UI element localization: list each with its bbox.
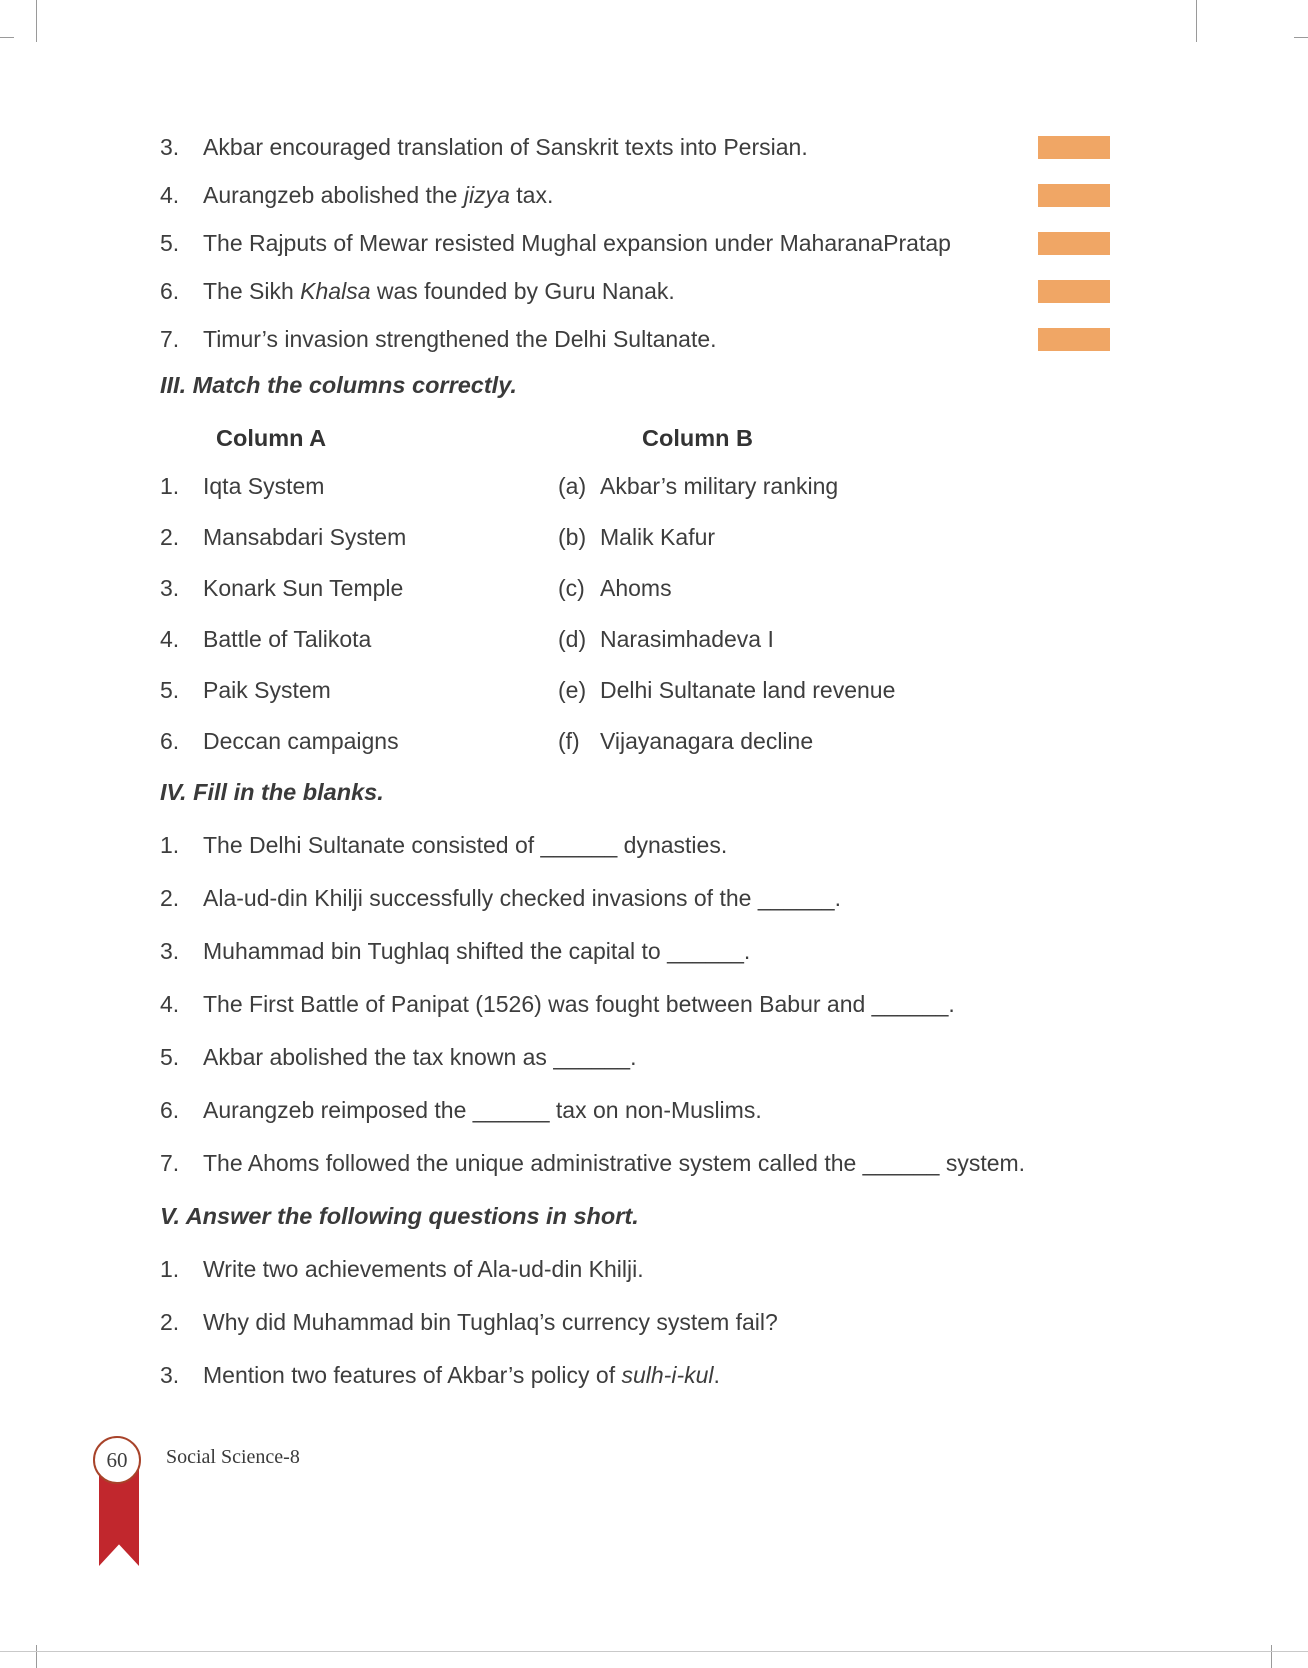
item-number: 3. — [160, 938, 180, 964]
item-number: 1. — [160, 1256, 180, 1282]
question-text — [203, 885, 1110, 915]
item-number: 6. — [160, 277, 180, 304]
column-a-item: Mansabdari System — [203, 524, 407, 550]
statement-text — [203, 278, 1038, 305]
option-letter: (f) — [558, 728, 580, 754]
text-segment: Muhammad bin Tughlaq shifted the capital to ______. — [203, 938, 751, 964]
item-number: 7. — [160, 1150, 180, 1176]
true-false-item — [160, 228, 1110, 258]
text-segment: Aurangzeb abolished the — [203, 181, 464, 208]
crop-mark — [1196, 0, 1197, 42]
answer-blank[interactable] — [1038, 136, 1110, 159]
column-a-item: Battle of Talikota — [203, 626, 372, 652]
text-segment: The Ahoms followed the unique administrative system called the ______ system. — [203, 1150, 1026, 1176]
statement-text — [203, 230, 1038, 257]
match-row — [160, 677, 1110, 707]
fill-blank-item — [160, 1150, 1110, 1180]
short-answer-item — [160, 1309, 1110, 1339]
text-segment: Write two achievements of Ala-ud-din Khilji. — [203, 1256, 644, 1282]
statement-text — [203, 134, 1038, 161]
crop-mark — [1294, 37, 1308, 38]
column-b-item: Akbar’s military ranking — [600, 473, 839, 499]
question-text — [203, 1097, 1110, 1127]
match-row — [160, 626, 1110, 656]
fill-blanks-heading: IV. Fill in the blanks. — [160, 779, 384, 805]
item-number: 4. — [160, 626, 180, 652]
item-number: 4. — [160, 991, 180, 1017]
italic-term: jizya — [463, 181, 510, 208]
match-columns-heading: III. Match the columns correctly. — [160, 372, 517, 398]
text-segment: Aurangzeb reimposed the ______ tax on non-Muslims. — [203, 1097, 762, 1123]
statement-text — [203, 326, 1038, 353]
text-segment: tax. — [509, 181, 554, 208]
true-false-item — [160, 276, 1110, 306]
text-segment: Akbar encouraged translation of Sanskrit texts into Persian. — [203, 133, 808, 160]
fill-blank-item — [160, 991, 1110, 1021]
item-number: 4. — [160, 181, 180, 208]
column-a-item: Deccan campaigns — [203, 728, 399, 754]
column-b-item: Vijayanagara decline — [600, 728, 814, 754]
match-row — [160, 524, 1110, 554]
question-text — [203, 1256, 1110, 1286]
footer-rule — [0, 1651, 1308, 1652]
item-number: 5. — [160, 1044, 180, 1070]
book-title: Social Science-8 — [166, 1446, 300, 1468]
item-number: 2. — [160, 1309, 180, 1335]
answer-blank[interactable] — [1038, 232, 1110, 255]
short-answer-item — [160, 1362, 1110, 1392]
fill-blank-item — [160, 885, 1110, 915]
item-number: 7. — [160, 325, 180, 352]
text-segment: Timur’s invasion strengthened the Delhi Sultanate. — [203, 325, 717, 352]
match-row — [160, 728, 1110, 758]
fill-blanks-section — [160, 832, 1110, 1180]
fill-blank-item — [160, 832, 1110, 862]
match-row — [160, 575, 1110, 605]
true-false-section — [160, 132, 1110, 354]
question-text — [203, 991, 1110, 1021]
text-segment: Why did Muhammad bin Tughlaq’s currency system fail? — [203, 1309, 778, 1335]
answer-blank[interactable] — [1038, 184, 1110, 207]
fill-blank-item — [160, 1097, 1110, 1127]
answer-blank[interactable] — [1038, 328, 1110, 351]
option-letter: (a) — [558, 473, 587, 499]
true-false-item — [160, 324, 1110, 354]
fill-blank-item — [160, 938, 1110, 968]
option-letter: (e) — [558, 677, 587, 703]
short-answer-item — [160, 1256, 1110, 1286]
text-segment: The Sikh — [203, 277, 301, 304]
item-number: 3. — [160, 1362, 180, 1388]
column-a-item: Paik System — [203, 677, 331, 703]
fill-blank-item — [160, 1044, 1110, 1074]
column-b-item: Narasimhadeva I — [600, 626, 774, 652]
question-text — [203, 1044, 1110, 1074]
statement-text — [203, 182, 1038, 209]
answer-blank[interactable] — [1038, 280, 1110, 303]
text-segment: . — [713, 1362, 720, 1388]
italic-term: Khalsa — [300, 277, 371, 304]
item-number: 6. — [160, 728, 180, 754]
item-number: 1. — [160, 832, 180, 858]
page-number-badge — [93, 1436, 141, 1484]
item-number: 2. — [160, 524, 180, 550]
item-number: 5. — [160, 229, 180, 256]
short-answer-section — [160, 1256, 1110, 1392]
column-a-item: Iqta System — [203, 473, 325, 499]
match-column-headers — [160, 425, 1110, 455]
true-false-item — [160, 180, 1110, 210]
text-segment: The Delhi Sultanate consisted of ______ dynasties. — [203, 832, 728, 858]
text-segment: Mention two features of Akbar’s policy of — [203, 1362, 622, 1388]
question-text — [203, 832, 1110, 862]
question-text — [203, 1150, 1110, 1180]
item-number: 3. — [160, 575, 180, 601]
option-letter: (c) — [558, 575, 585, 601]
question-text — [203, 1309, 1110, 1339]
option-letter: (b) — [558, 524, 587, 550]
crop-mark — [1271, 1645, 1272, 1668]
question-text — [203, 938, 1110, 968]
text-segment: was founded by Guru Nanak. — [370, 277, 675, 304]
text-segment: Akbar abolished the tax known as ______. — [203, 1044, 637, 1070]
true-false-item — [160, 132, 1110, 162]
text-segment: The Rajputs of Mewar resisted Mughal expansion under MaharanaPratap — [203, 229, 951, 256]
page-number: 60 — [106, 1447, 128, 1472]
crop-mark — [36, 1645, 37, 1668]
crop-mark — [0, 37, 14, 38]
page-content — [160, 132, 1110, 1415]
item-number: 2. — [160, 885, 180, 911]
item-number: 1. — [160, 473, 180, 499]
text-segment: The First Battle of Panipat (1526) was fought between Babur and ______. — [203, 991, 955, 1017]
short-answer-heading: V. Answer the following questions in short. — [160, 1203, 639, 1229]
text-segment: Ala-ud-din Khilji successfully checked invasions of the ______. — [203, 885, 841, 911]
column-a-header: Column A — [216, 425, 327, 451]
column-b-item: Malik Kafur — [600, 524, 716, 550]
question-text — [203, 1362, 1110, 1392]
column-b-item: Ahoms — [600, 575, 672, 601]
item-number: 3. — [160, 133, 180, 160]
match-row — [160, 473, 1110, 503]
italic-term: sulh-i-kul — [621, 1362, 714, 1388]
option-letter: (d) — [558, 626, 587, 652]
crop-mark — [36, 0, 37, 42]
item-number: 6. — [160, 1097, 180, 1123]
column-a-item: Konark Sun Temple — [203, 575, 404, 601]
column-b-item: Delhi Sultanate land revenue — [600, 677, 896, 703]
match-columns-section — [160, 473, 1110, 758]
column-b-header: Column B — [642, 425, 753, 451]
item-number: 5. — [160, 677, 180, 703]
